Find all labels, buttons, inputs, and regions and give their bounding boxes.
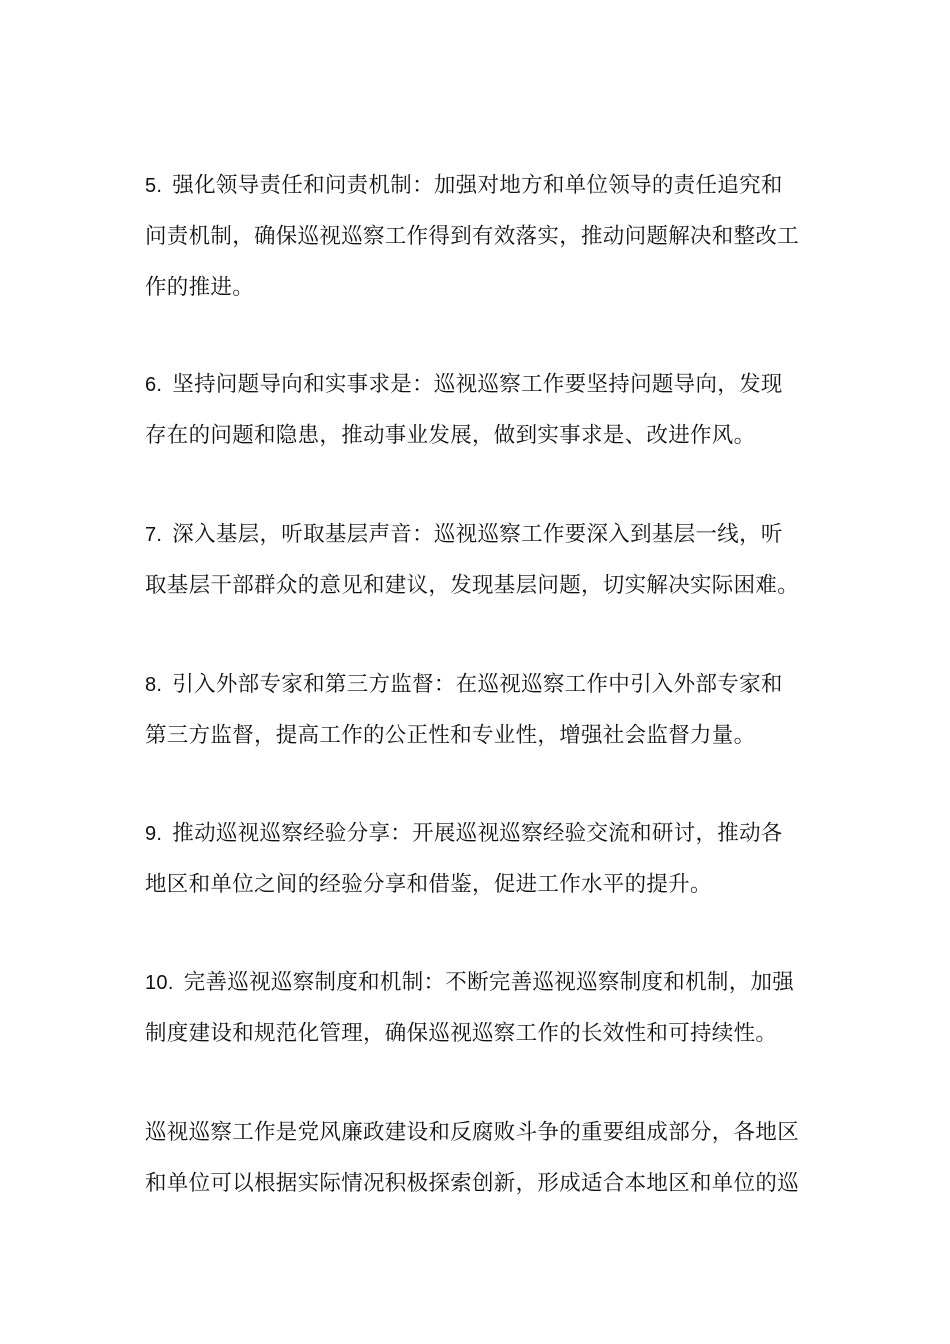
- paragraph-number: 8.: [145, 674, 163, 696]
- paragraph-5: [145, 160, 815, 313]
- paragraph-10: [145, 957, 815, 1059]
- paragraph-number: 6.: [145, 374, 163, 396]
- paragraph-9: [145, 808, 815, 910]
- paragraph-line: 第三方监督，提高工作的公正性和专业性，增强社会监督力量。: [145, 723, 756, 748]
- paragraph-line: 坚持问题导向和实事求是：巡视巡察工作要坚持问题导向，发现: [172, 372, 783, 397]
- paragraph-number: 9.: [145, 823, 163, 845]
- paragraph-number: 7.: [145, 524, 163, 546]
- paragraph-number: 5.: [145, 175, 163, 197]
- paragraph-line: 推动巡视巡察经验分享：开展巡视巡察经验交流和研讨，推动各: [172, 821, 783, 846]
- closing-paragraph: [145, 1107, 815, 1209]
- paragraph-line: 作的推进。: [145, 275, 255, 300]
- paragraph-6: [145, 359, 815, 461]
- paragraph-number: 10.: [145, 972, 174, 994]
- paragraph-line: 引入外部专家和第三方监督：在巡视巡察工作中引入外部专家和: [172, 672, 783, 697]
- paragraph-line: 巡视巡察工作是党风廉政建设和反腐败斗争的重要组成部分，各地区: [145, 1120, 800, 1145]
- paragraph-line: 完善巡视巡察制度和机制：不断完善巡视巡察制度和机制，加强: [183, 970, 795, 995]
- paragraph-line: 存在的问题和隐患，推动事业发展，做到实事求是、改进作风。: [145, 423, 756, 448]
- paragraph-line: 深入基层，听取基层声音：巡视巡察工作要深入到基层一线，听: [172, 522, 783, 547]
- paragraph-line: 地区和单位之间的经验分享和借鉴，促进工作水平的提升。: [145, 872, 712, 897]
- paragraph-line: 和单位可以根据实际情况积极探索创新，形成适合本地区和单位的巡: [145, 1171, 800, 1196]
- paragraph-line: 取基层干部群众的意见和建议，发现基层问题，切实解决实际困难。: [145, 573, 800, 598]
- paragraph-8: [145, 659, 815, 761]
- paragraph-7: [145, 509, 815, 611]
- paragraph-line: 制度建设和规范化管理，确保巡视巡察工作的长效性和可持续性。: [145, 1021, 778, 1046]
- paragraph-line: 问责机制，确保巡视巡察工作得到有效落实，推动问题解决和整改工: [145, 224, 800, 249]
- paragraph-line: 强化领导责任和问责机制：加强对地方和单位领导的责任追究和: [172, 173, 783, 198]
